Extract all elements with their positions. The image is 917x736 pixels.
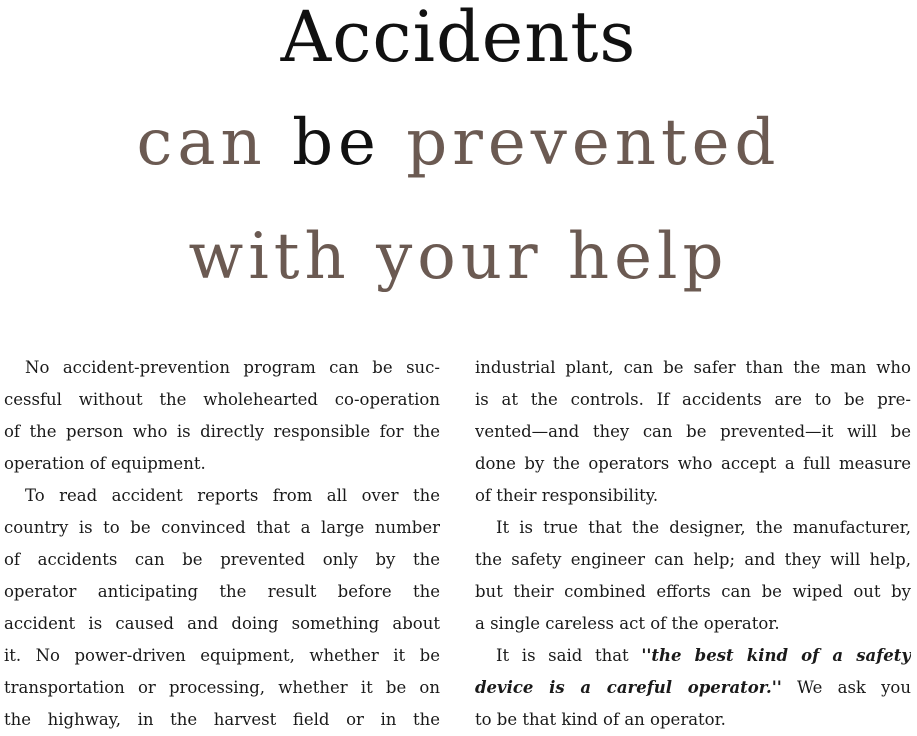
body-line: but their combined efforts can be wiped out by [475, 582, 911, 601]
body-line-quote-end [475, 672, 911, 704]
body-line: a single careless act of the operator. [475, 614, 780, 633]
title-word-be: be [292, 106, 381, 180]
body-line: is at the controls. If accidents are to be pre- [475, 390, 911, 409]
title-line-2 [0, 106, 917, 180]
safety-quote-part-2: device is a careful operator.'' [475, 678, 782, 697]
body-line: country is to be convinced that a large number [4, 518, 440, 537]
safety-quote-part-1: ''the best kind of a safety [641, 646, 911, 665]
title-word-prevented: prevented [406, 106, 781, 180]
body-line: the highway, in the harvest field or in the [4, 710, 440, 729]
body-line-quote-start [475, 640, 911, 672]
body-column-right [475, 352, 911, 736]
body-line: It is true that the designer, the manufacturer, [496, 518, 911, 537]
body-line: accident is caused and doing something about [4, 614, 440, 633]
body-line: the safety engineer can help; and they will help, [475, 550, 911, 569]
body-line: it. No power-driven equipment, whether it be [4, 646, 440, 665]
body-line: industrial plant, can be safer than the man who [475, 358, 911, 377]
body-line: operator anticipating the result before the [4, 582, 440, 601]
title-with-your-help: with your help [188, 220, 729, 294]
body-line: of their responsibility. [475, 486, 659, 505]
body-line: vented—and they can be prevented—it will be [475, 422, 911, 441]
body-line: operation of equipment. [4, 454, 206, 473]
quote-lead-in: It is said that [496, 646, 642, 665]
body-line: To read accident reports from all over the [25, 486, 440, 505]
body-line: to be that kind of an operator. [475, 710, 726, 729]
body-line: No accident-prevention program can be suc- [25, 358, 440, 377]
body-line: done by the operators who accept a full measure [475, 454, 911, 473]
title-accidents: Accidents [280, 0, 637, 78]
body-line: of the person who is directly responsible for the [4, 422, 440, 441]
title-word-can: can [136, 106, 267, 180]
body-line: of accidents can be prevented only by the [4, 550, 440, 569]
quote-follow-up: We ask you [781, 678, 911, 697]
body-line: transportation or processing, whether it be on [4, 678, 440, 697]
body-column-left [4, 352, 440, 736]
body-line: cessful without the wholehearted co-operation [4, 390, 440, 409]
